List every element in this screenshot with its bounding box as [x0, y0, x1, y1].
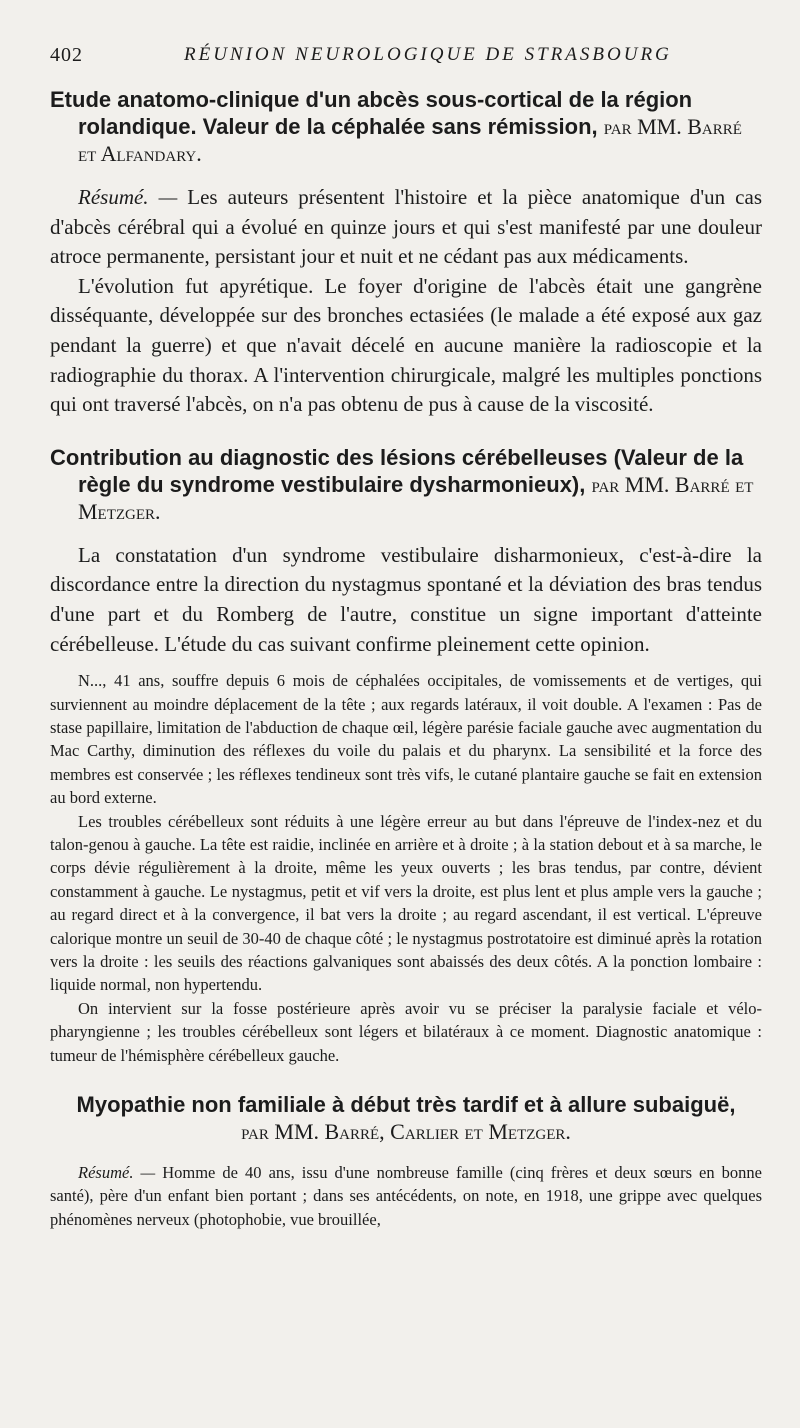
- running-head: [50, 44, 762, 76]
- page: [50, 44, 762, 1231]
- article-1-authors: par MM. Barré et Alfandary.: [78, 114, 742, 166]
- article-2-title: [50, 444, 762, 525]
- page-number: 402: [50, 44, 83, 66]
- paragraph-text: Les auteurs présentent l'histoire et la pièce anatomique d'un cas d'abcès cérébral qui a évolué en quinze jours et qui s'est manifesté par une douleur atroce permanente, persistant jour et nuit et ne cédant pas aux médicaments.: [50, 185, 762, 269]
- article-3-authors: par MM. Barré, Carlier et Metzger.: [241, 1119, 571, 1145]
- case-report-paragraph: Les troubles cérébelleux sont réduits à une légère erreur au but dans l'épreuve de l'index-nez et du talon-genou à gauche. La tête est raidie, inclinée en arrière et à droite ; à la station debout et à sa marche, le corps dévie régulièrement à la droite, même les yeux ouverts ; les bras tendus, par contre, dévient constamment à gauche. Le nystagmus, petit et vif vers la droite, est plus lent et plus ample vers la gauche ; au regard direct et à la convergence, il bat vers la droite ; au regard ascendant, il est vertical. L'épreuve calorique montre un seuil de 30-40 de chaque côté ; le nystagmus postrotatoire est diminué après la rotation vers la droite : les seuils des réactions galvaniques sont abaissés des deux côtés. A la ponction lombaire : liquide normal, non hypertendu.: [50, 811, 762, 995]
- summary-label: Résumé. —: [78, 1163, 163, 1183]
- article-1-paragraph: [50, 272, 762, 420]
- article-3-summary: [50, 1161, 762, 1231]
- article-1-paragraph: [50, 183, 762, 272]
- case-report-paragraph: On intervient sur la fosse postérieure après avoir vu se préciser la paralysie faciale et vélo-pharyngienne ; les troubles cérébelleux sont légers et bilatéraux à ce moment. Diagnostic anatomique : tumeur de l'hémisphère cérébelleux gauche.: [50, 998, 762, 1065]
- case-report-paragraph: N..., 41 ans, souffre depuis 6 mois de céphalées occipitales, de vomissements et de vertiges, qui surviennent au moindre déplacement de la tête ; aux regards latéraux, il voit double. A l'examen : Pas de stase papillaire, limitation de l'abduction de chaque œil, légère parésie faciale gauche avec augmentation du Mac Carthy, diminution des réflexes du voile du palais et du pharynx. La sensibilité et la force des membres est conservée ; les réflexes tendineux sont très vifs, le cutané plantaire gauche se fait en extension au bord externe.: [50, 671, 762, 808]
- summary-text: Homme de 40 ans, issu d'une nombreuse famille (cinq frères et deux sœurs en bonne santé), père d'un enfant bien portant ; dans ses antécédents, on note, en 1918, une grippe avec quelques phénomènes nerveux (photophobie, vue brouillée,: [50, 1163, 762, 1229]
- article-2-authors: par MM. Barré et Metzger.: [78, 471, 754, 524]
- article-3-title-text: Myopathie non familiale à début très tardif et à allure subaiguë,: [76, 1092, 736, 1118]
- article-2-paragraph: [50, 541, 762, 659]
- paragraph-text: La constatation d'un syndrome vestibulaire disharmonieux, c'est-à-dire la discordance entre la direction du nystagmus spontané et la déviation des bras tendus d'une part et du Romberg de l'autre, constitue un signe important d'atteinte cérébelleuse. L'étude du cas suivant confirme pleinement cette opinion.: [50, 542, 762, 656]
- article-1-title-text: Etude anatomo-clinique d'un abcès sous-cortical de la région rolandique. Valeur de la céphalée sans rémission,: [50, 87, 693, 139]
- article-3-title: [50, 1091, 762, 1145]
- summary-label: Résumé. —: [78, 185, 188, 209]
- paragraph-text: L'évolution fut apyrétique. Le foyer d'origine de l'abcès était une gangrène disséquante, développée sur des bronches ectasiées (le malade a été exposé aux gaz pendant la guerre) et que n'avait décelé en aucune manière la radioscopie et la radiographie du thorax. A l'intervention chirurgicale, malgré les multiples ponctions qui ont traversé l'abcès, on n'a pas obtenu de pus à cause de la viscosité.: [50, 273, 762, 417]
- article-2-title-text: Contribution au diagnostic des lésions cérébelleuses (Valeur de la règle du syndrome vestibulaire dysharmonieux),: [50, 444, 744, 497]
- running-title: RÉUNION NEUROLOGIQUE DE STRASBOURG: [184, 44, 672, 65]
- article-1-title: [50, 86, 762, 167]
